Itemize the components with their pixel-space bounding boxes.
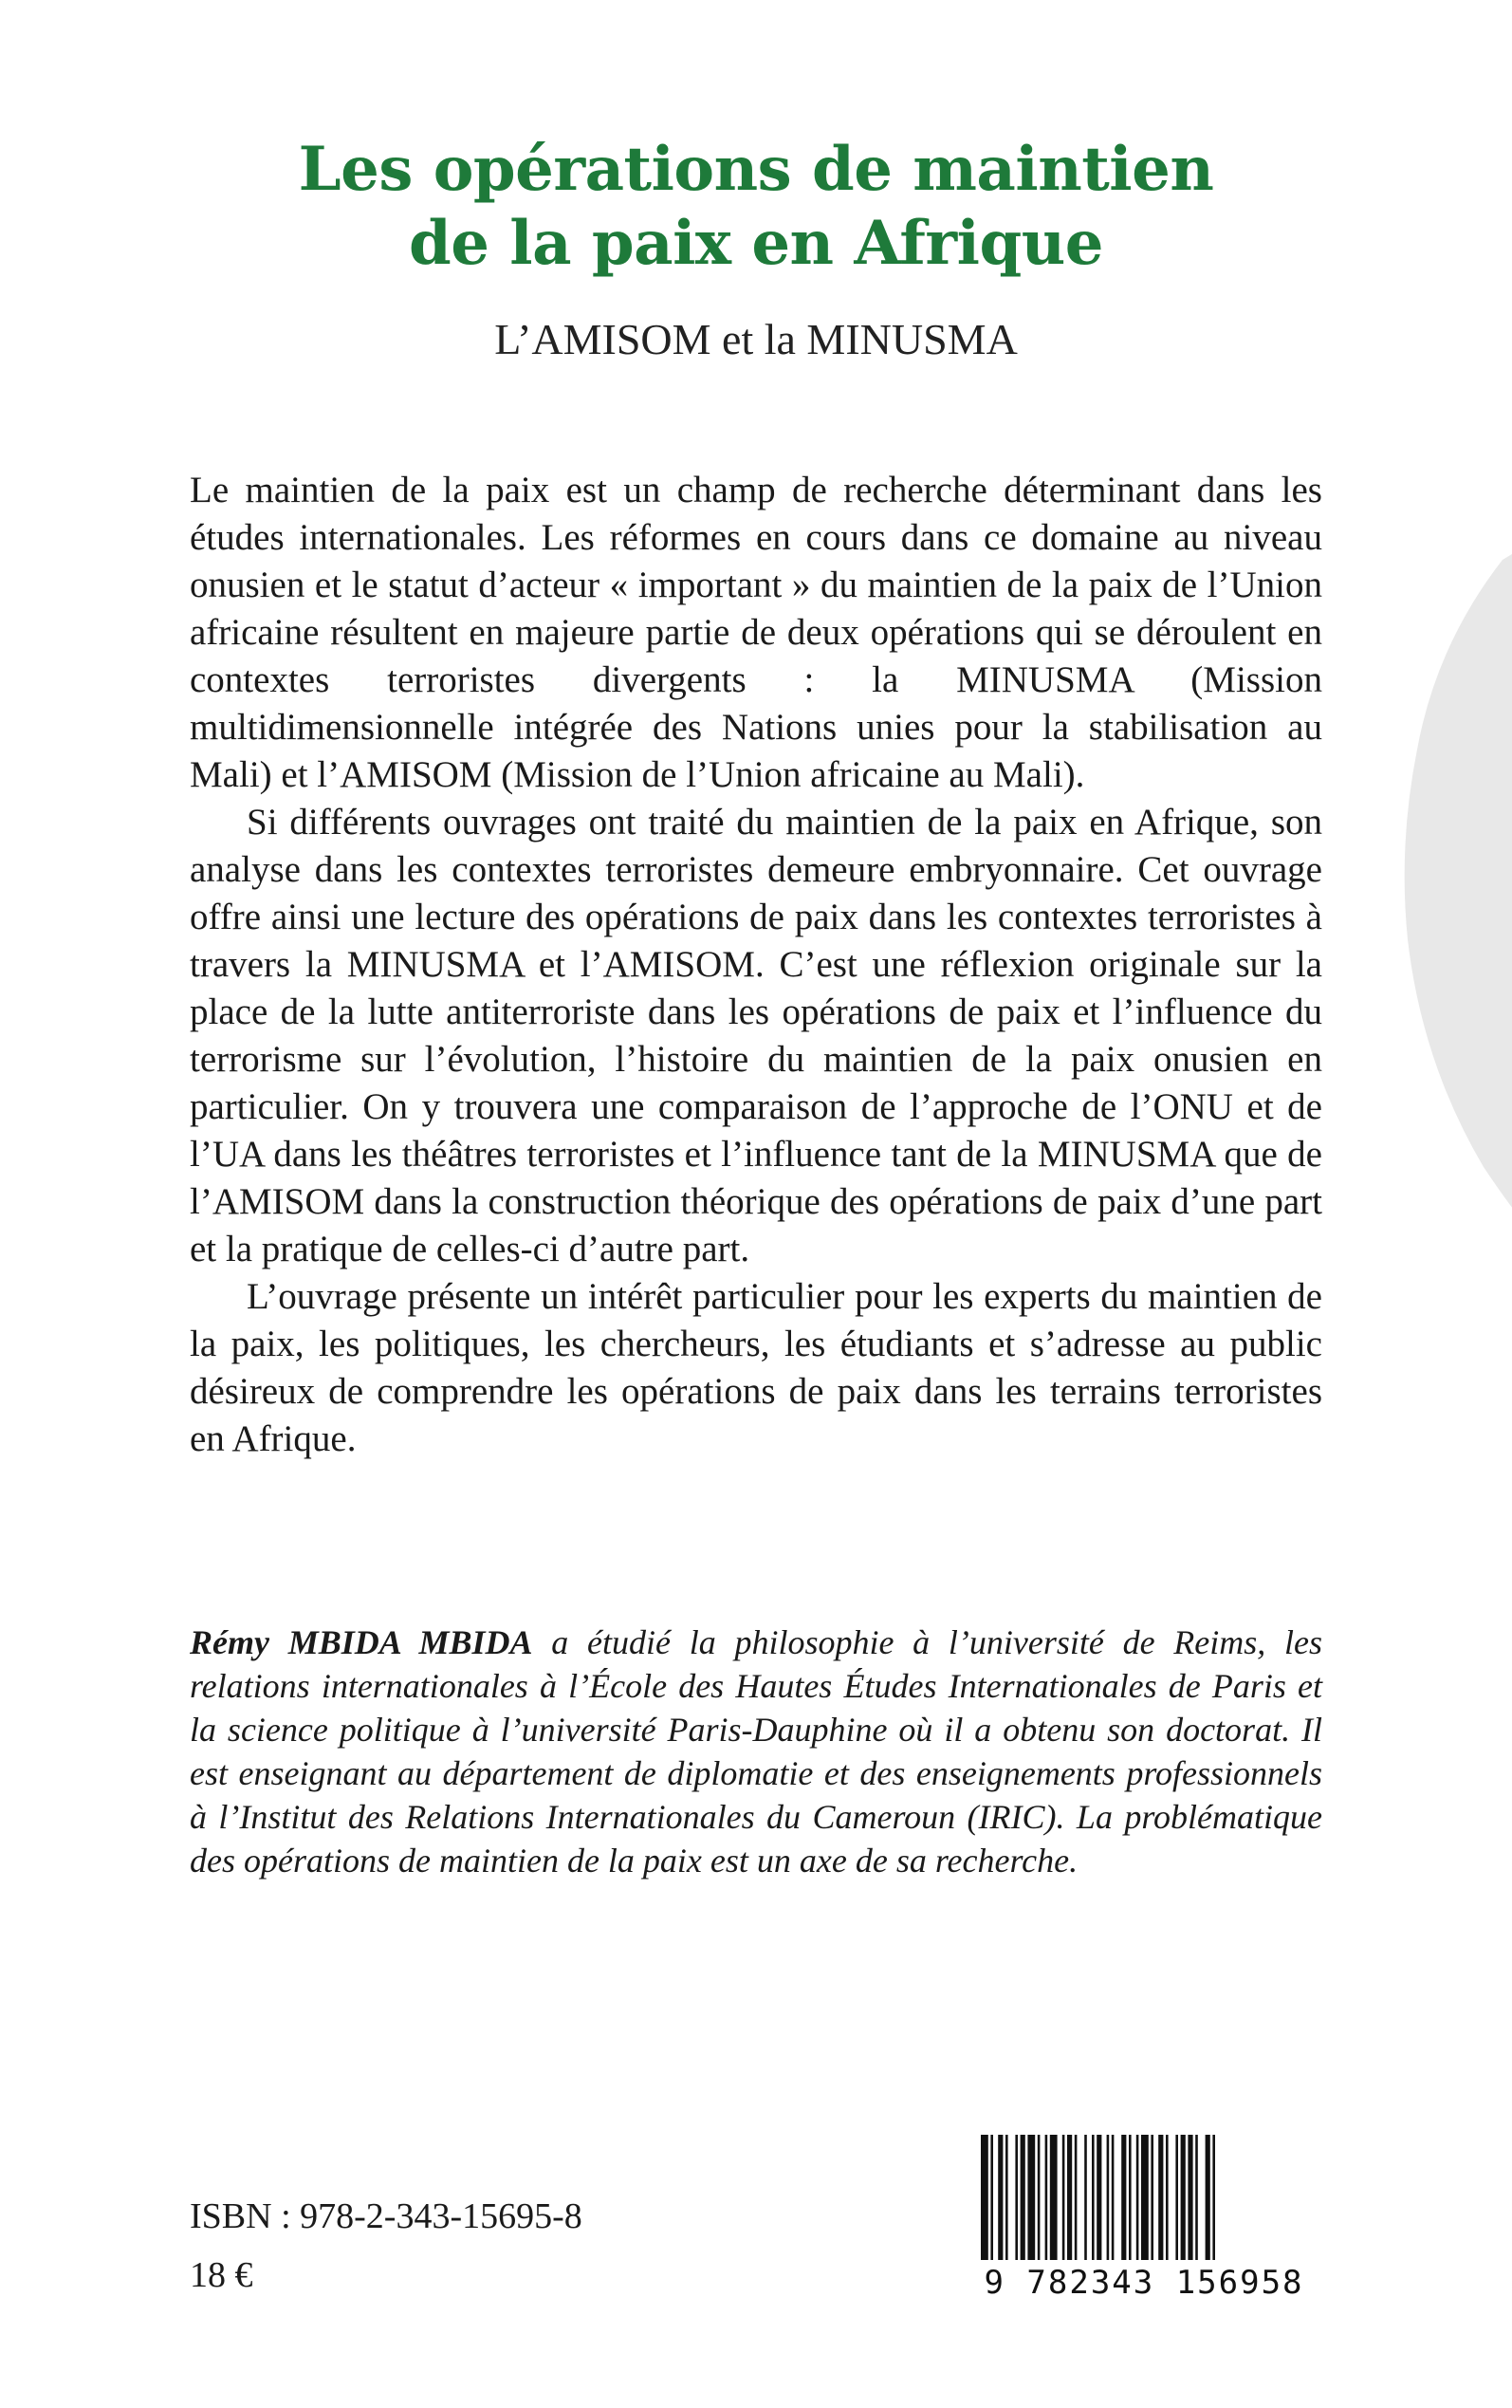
book-title [0,133,1512,281]
author-name: Rémy MBIDA MBIDA [190,1623,533,1661]
price: 18 € [190,2255,253,2295]
barcode [968,2135,1320,2304]
blurb [190,467,1322,1463]
author-bio [190,1621,1322,1882]
blurb-paragraph-2: Si différents ouvrages ont traité du maintien de la paix en Afrique, son analyse dans les contextes terroristes demeure embryonnaire. Cet ouvrage offre ainsi une lecture des opérations de paix dans les contextes terroristes à travers la MINUSMA et l’AMISOM. C’est une réflexion originale sur la place de la lutte antiterroriste dans les opérations de paix et l’influence du terrorisme sur l’évolution, l’histoire du maintien de la paix onusien en particulier. On y trouvera une comparaison de l’approche de l’ONU et de l’UA dans les théâtres terroristes et l’influence tant de la MINUSMA que de l’AMISOM dans la construction théorique des opérations de paix d’une part et la pratique de celles-ci d’autre part. [190,802,1322,1269]
blurb-paragraph-3: L’ouvrage présente un intérêt particulier pour les experts du maintien de la paix, les politiques, les chercheurs, les étudiants et s’adresse au public désireux de comprendre les opérations de paix dans les terrains terroristes en Afrique. [190,1276,1322,1459]
barcode-bars-icon [968,2135,1320,2268]
title-line-1: Les opérations de maintien [298,134,1214,205]
barcode-digits: 9 782343 156958 [984,2264,1304,2302]
book-subtitle: L’AMISOM et la MINUSMA [494,315,1018,363]
decorative-grey-shape [1379,531,1512,1252]
isbn: ISBN : 978-2-343-15695-8 [190,2196,582,2236]
title-line-2: de la paix en Afrique [409,208,1103,279]
author-bio-text: a étudié la philosophie à l’université de Reims, les relations internationales à l’École des Hautes Études Internationales de Paris et la science politique à l’université Paris-Dauphine où il a obtenu son doctorat. Il est enseignant au département de diplomatie et des enseignements professionnels à l’Institut des Relations Internationales du Cameroun (IRIC). La problématique des opérations de maintien de la paix est un axe de sa recherche. [190,1623,1322,1880]
blurb-paragraph-1: Le maintien de la paix est un champ de recherche déterminant dans les études internationales. Les réformes en cours dans ce domaine au niveau onusien et le statut d’acteur « important » du maintien de la paix de l’Union africaine résultent en majeure partie de deux opérations qui se déroulent en contextes terroristes divergents : la MINUSMA (Mission multidimensionnelle intégrée des Nations unies pour la stabilisation au Mali) et l’AMISOM (Mission de l’Union africaine au Mali). [190,470,1322,795]
